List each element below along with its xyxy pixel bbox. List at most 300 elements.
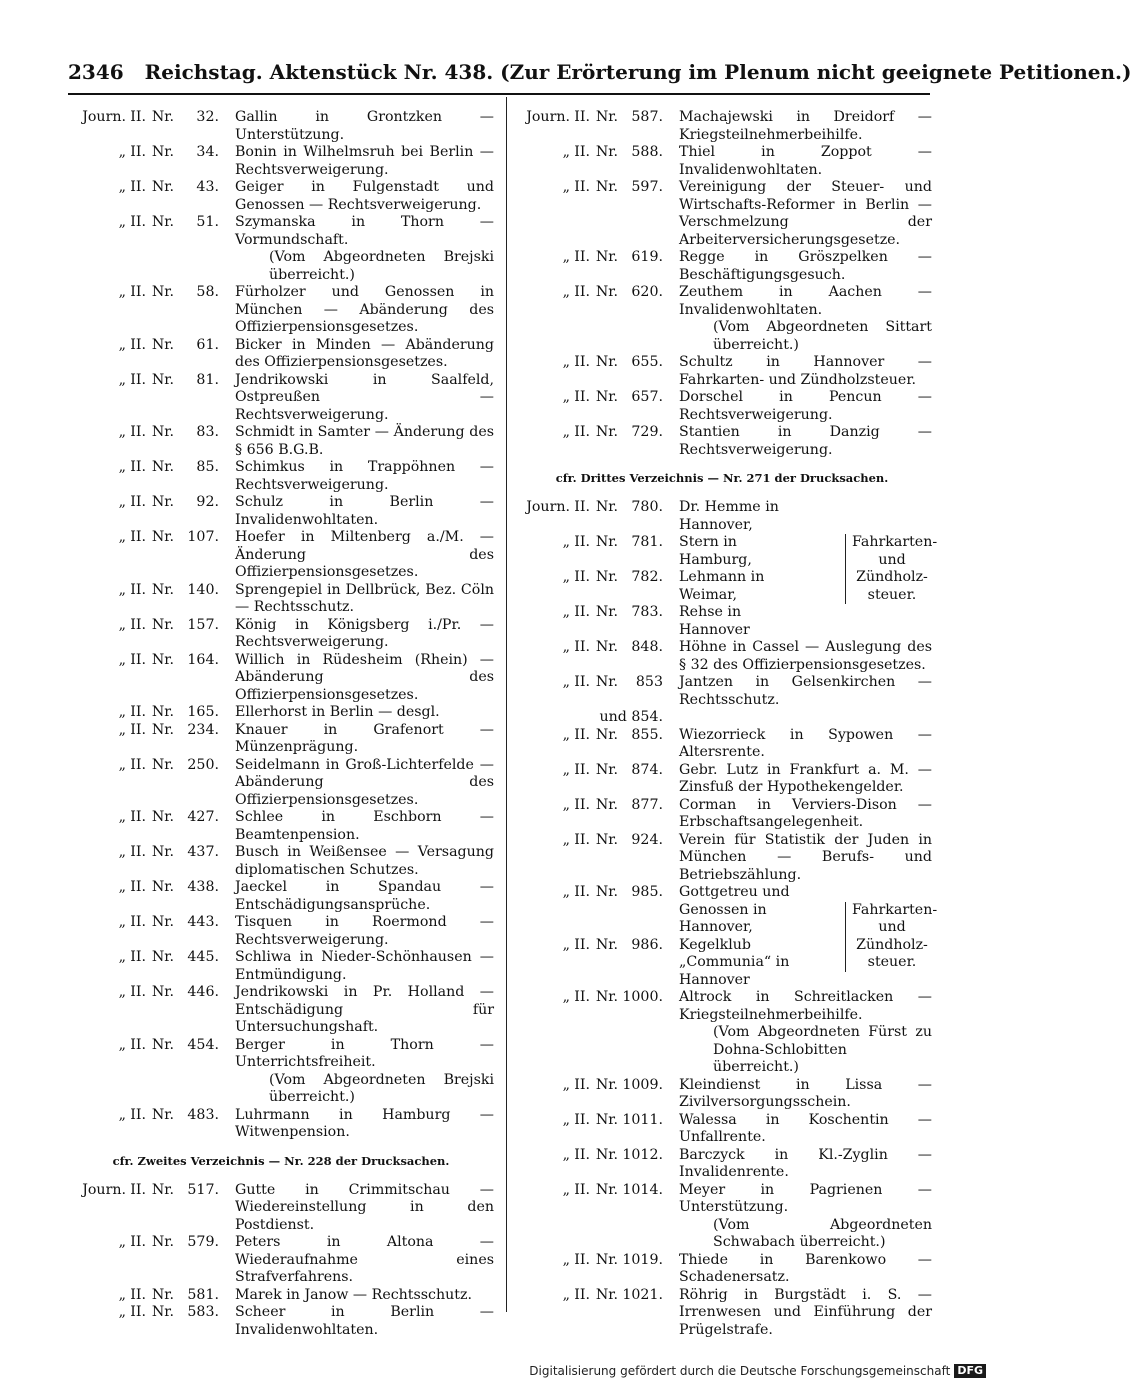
petition-number: 1014.	[622, 1181, 663, 1198]
petition-description	[235, 1234, 494, 1287]
petition-entry	[512, 1252, 932, 1287]
journal-mark: „	[562, 884, 570, 900]
petition-entry	[512, 674, 932, 709]
number-label: Nr.	[595, 1146, 618, 1163]
journal-mark: „	[562, 726, 570, 743]
petition-number: 234.	[187, 721, 219, 738]
journal-mark: „	[562, 144, 570, 160]
petitioner-and-subject: Bonin in Wilhelmsruh bei Berlin — Rechtsverweigerung.	[235, 144, 494, 178]
petition-reference	[68, 704, 219, 722]
journal-mark: Journ.	[526, 109, 570, 125]
petition-reference	[512, 1112, 663, 1130]
petitioner-and-subject: Dorschel in Pencun — Rechtsverweigerung.	[679, 389, 932, 423]
petition-description	[679, 989, 932, 1077]
journal-mark: „	[562, 831, 570, 848]
number-label: Nr.	[595, 674, 618, 690]
petition-number: 164.	[187, 651, 219, 668]
number-label: Nr.	[151, 179, 174, 195]
journal-mark: „	[118, 1234, 126, 1250]
journal-volume: II.	[574, 674, 590, 690]
petitioner-and-subject: Barczyck in Kl.-Zyglin — Invalidenrente.	[679, 1146, 932, 1180]
number-label: Nr.	[151, 844, 174, 860]
journal-volume: II.	[574, 179, 590, 195]
subject-line: Zündholz-	[856, 569, 928, 585]
journal-volume: II.	[574, 796, 590, 813]
petitioner-and-subject: Geiger in Fulgenstadt und Genossen — Rechtsverweigerung.	[235, 179, 494, 213]
petition-entry	[512, 284, 932, 354]
petition-description	[679, 762, 932, 797]
petition-description	[679, 1252, 932, 1287]
petition-number: 581.	[187, 1286, 219, 1303]
presenter-note: (Vom Abgeordneten Fürst zu Dohna-Schlobitten überreicht.)	[713, 1024, 932, 1075]
journal-mark: „	[562, 1076, 570, 1093]
petition-number: 438.	[187, 879, 219, 895]
journal-volume: II.	[130, 949, 146, 965]
petition-description	[679, 354, 932, 389]
petition-description	[235, 1182, 494, 1235]
petition-number: 620.	[631, 284, 663, 300]
number-label: Nr.	[595, 639, 618, 655]
petitioner-and-subject: Schulz in Berlin — Invalidenwohltaten.	[235, 494, 494, 528]
journal-mark: „	[562, 1251, 570, 1268]
petitioner-and-subject: Szymanska in Thorn — Vormundschaft.	[235, 214, 494, 248]
petition-description	[235, 617, 494, 652]
zweites-petition-list	[68, 1182, 494, 1340]
journal-mark: „	[118, 949, 126, 965]
left-column	[68, 109, 494, 1339]
petition-entry	[68, 704, 494, 722]
petition-description	[679, 1287, 932, 1340]
petition-number-extra: und 854.	[599, 709, 663, 725]
petition-entry	[68, 809, 494, 844]
petition-number-continuation	[512, 709, 932, 727]
journal-mark: „	[562, 639, 570, 655]
petition-description	[235, 722, 494, 757]
journal-volume: II.	[574, 144, 590, 160]
petition-entry	[512, 937, 841, 990]
number-label: Nr.	[595, 796, 618, 813]
petition-reference	[68, 617, 219, 635]
number-label: Nr.	[595, 389, 618, 405]
petition-number: 1019.	[622, 1251, 663, 1268]
journal-volume: II.	[574, 831, 590, 848]
petition-reference	[512, 179, 663, 197]
number-label: Nr.	[151, 529, 174, 545]
header-rule	[68, 93, 930, 95]
journal-volume: II.	[130, 721, 146, 738]
petition-number: 427.	[187, 809, 219, 825]
petitioner-and-subject: Berger in Thorn — Unterrichtsfreiheit.	[235, 1036, 494, 1070]
petition-reference	[512, 604, 663, 622]
journal-volume: II.	[574, 109, 590, 125]
journal-volume: II.	[130, 581, 146, 598]
petition-entry	[68, 529, 494, 582]
journal-mark: „	[562, 936, 570, 953]
journal-mark: „	[118, 336, 126, 353]
journal-volume: II.	[574, 499, 590, 515]
brace-group-1	[512, 499, 938, 639]
journal-mark: Journ.	[82, 109, 126, 125]
journal-mark: „	[562, 761, 570, 778]
petition-reference	[68, 879, 219, 897]
number-label: Nr.	[151, 336, 174, 353]
number-label: Nr.	[595, 569, 618, 585]
petitioner-and-subject: Schimkus in Trappöhnen — Rechtsverweigerung.	[235, 459, 494, 493]
petition-description	[679, 639, 932, 674]
journal-volume: II.	[574, 936, 590, 953]
subject-line: Zündholz-	[856, 936, 928, 953]
number-label: Nr.	[151, 1286, 174, 1303]
journal-mark: „	[118, 914, 126, 930]
petitioner-and-subject: Jendrikowski in Pr. Holland — Entschädigung für Untersuchungshaft.	[235, 984, 494, 1035]
brace-group-2-entries	[512, 884, 841, 989]
petition-entry	[68, 949, 494, 984]
journal-mark: „	[118, 1304, 126, 1320]
petition-reference	[512, 639, 663, 657]
petition-number: 517.	[187, 1181, 219, 1198]
petition-description	[235, 284, 494, 337]
presenter-note: (Vom Abgeordneten Sittart überreicht.)	[713, 319, 932, 353]
journal-mark: „	[562, 284, 570, 300]
journal-mark: Journ.	[82, 1181, 126, 1198]
journal-mark: „	[562, 389, 570, 405]
petition-number: 1000.	[622, 989, 663, 1005]
petition-reference	[512, 1252, 663, 1270]
petitioner-and-subject: Hoefer in Miltenberg a./M. — Änderung des Offizierpensionsgesetzes.	[235, 529, 494, 580]
petition-number: 855.	[631, 726, 663, 743]
petition-reference	[68, 1234, 219, 1252]
journal-volume: II.	[130, 1234, 146, 1250]
petition-entry	[68, 109, 494, 144]
journal-mark: „	[118, 214, 126, 230]
journal-volume: II.	[130, 529, 146, 545]
petitioner-and-subject: Verein für Statistik der Juden in München — Berufs- und Betriebszählung.	[679, 831, 932, 883]
petition-reference	[68, 984, 219, 1002]
brace-group-2	[512, 884, 938, 989]
petitioner-and-subject: Scheer in Berlin — Invalidenwohltaten.	[235, 1304, 494, 1338]
journal-mark: „	[118, 494, 126, 510]
petition-description	[235, 1107, 494, 1142]
journal-volume: II.	[574, 354, 590, 370]
number-label: Nr.	[595, 761, 618, 778]
number-label: Nr.	[151, 1036, 174, 1053]
journal-volume: II.	[130, 1286, 146, 1303]
journal-volume: II.	[130, 336, 146, 353]
journal-mark: „	[562, 1146, 570, 1163]
number-label: Nr.	[151, 809, 174, 825]
number-label: Nr.	[595, 179, 618, 195]
petition-reference	[512, 499, 663, 517]
petition-entry	[68, 722, 494, 757]
journal-volume: II.	[574, 534, 590, 550]
petition-entry	[68, 284, 494, 337]
right-petition-list	[512, 109, 932, 459]
petition-reference	[68, 844, 219, 862]
journal-volume: II.	[574, 249, 590, 265]
petition-reference	[512, 989, 663, 1007]
petitioner-and-subject: Schlee in Eschborn — Beamtenpension.	[235, 809, 494, 843]
petition-entry	[68, 984, 494, 1037]
petitioner-and-subject: Höhne in Cassel — Auslegung des § 32 des Offizierpensionsgesetzes.	[679, 639, 932, 673]
petition-entry	[68, 879, 494, 914]
brace-group-1-entries	[512, 499, 841, 639]
journal-volume: II.	[130, 109, 146, 125]
petition-number: 32.	[196, 109, 219, 125]
petition-entry	[512, 144, 932, 179]
petition-number: 83.	[196, 424, 219, 440]
petition-number: 782.	[631, 569, 663, 585]
journal-mark: „	[118, 844, 126, 860]
petition-entry	[512, 179, 932, 249]
petition-entry	[512, 1182, 932, 1252]
petition-entry	[68, 1107, 494, 1142]
journal-mark: „	[118, 704, 126, 720]
number-label: Nr.	[595, 284, 618, 300]
petitioner-and-subject: Fürholzer und Genossen in München — Abänderung des Offizierpensionsgesetzes.	[235, 284, 494, 335]
journal-mark: „	[118, 984, 126, 1000]
petition-number: 43.	[196, 179, 219, 195]
journal-volume: II.	[130, 1181, 146, 1198]
petition-description	[679, 389, 932, 424]
petition-description	[679, 499, 811, 534]
journal-mark: „	[562, 179, 570, 195]
petition-description	[679, 284, 932, 354]
petitioner-and-subject: Dr. Hemme in Hannover,	[679, 499, 779, 533]
petition-description	[235, 459, 494, 494]
petition-reference	[68, 914, 219, 932]
petition-reference	[68, 214, 219, 232]
journal-mark: „	[562, 1181, 570, 1198]
petition-number: 874.	[631, 761, 663, 778]
petition-entry	[512, 797, 932, 832]
petition-entry	[512, 727, 932, 762]
petition-description	[679, 569, 811, 604]
petition-reference	[512, 727, 663, 745]
page-number: 2346	[68, 60, 124, 84]
petition-number: 165.	[187, 704, 219, 720]
petition-description	[235, 809, 494, 844]
petitioner-and-subject: Gutte in Crimmitschau — Wiedereinstellung in den Postdienst.	[235, 1181, 494, 1233]
journal-volume: II.	[130, 879, 146, 895]
number-label: Nr.	[595, 144, 618, 160]
number-label: Nr.	[151, 949, 174, 965]
petition-entry	[512, 1147, 932, 1182]
petition-reference	[68, 337, 219, 355]
journal-mark: „	[562, 796, 570, 813]
petition-entry	[512, 1287, 932, 1340]
number-label: Nr.	[151, 704, 174, 720]
subject-line: Fahrkarten-	[852, 534, 938, 550]
journal-volume: II.	[130, 179, 146, 195]
petition-description	[679, 424, 932, 459]
journal-volume: II.	[130, 144, 146, 160]
petition-description	[235, 1304, 494, 1339]
section-title-zweites: cfr. Zweites Verzeichnis — Nr. 228 der Drucksachen.	[112, 1153, 450, 1168]
petition-entry	[68, 337, 494, 372]
petition-entry	[512, 389, 932, 424]
journal-mark: „	[118, 371, 126, 388]
petitioner-and-subject: Schultz in Hannover — Fahrkarten- und Zündholzsteuer.	[679, 354, 932, 388]
number-label: Nr.	[151, 914, 174, 930]
petition-description	[679, 1182, 932, 1252]
petition-description	[679, 179, 932, 249]
petition-reference	[512, 1077, 663, 1095]
journal-mark: „	[118, 1106, 126, 1123]
petition-entry	[68, 582, 494, 617]
journal-volume: II.	[130, 914, 146, 930]
petition-description	[235, 1037, 494, 1107]
journal-volume: II.	[574, 1111, 590, 1128]
journal-volume: II.	[130, 1106, 146, 1123]
petitioner-and-subject: Lehmann in Weimar,	[679, 569, 765, 603]
journal-mark: „	[562, 569, 570, 585]
petitioner-and-subject: Thiel in Zoppot — Invalidenwohltaten.	[679, 144, 932, 178]
number-label: Nr.	[595, 249, 618, 265]
journal-mark: „	[118, 809, 126, 825]
number-label: Nr.	[151, 214, 174, 230]
petition-reference	[512, 937, 663, 955]
number-label: Nr.	[151, 721, 174, 738]
journal-volume: II.	[130, 284, 146, 300]
number-label: Nr.	[595, 354, 618, 370]
petition-number: 58.	[196, 284, 219, 300]
journal-mark: „	[118, 529, 126, 545]
petitioner-and-subject: Marek in Janow — Rechtsschutz.	[235, 1286, 472, 1303]
journal-volume: II.	[130, 756, 146, 773]
journal-volume: II.	[130, 1036, 146, 1053]
journal-volume: II.	[574, 1076, 590, 1093]
subject-line: steuer.	[867, 954, 917, 970]
journal-volume: II.	[574, 761, 590, 778]
petitioner-and-subject: Seidelmann in Groß-Lichterfelde — Abänderung des Offizierpensionsgesetzes.	[235, 756, 494, 808]
petitioner-and-subject: Jantzen in Gelsenkirchen — Rechtsschutz.	[679, 674, 932, 708]
journal-mark: „	[118, 1036, 126, 1053]
number-label: Nr.	[151, 459, 174, 475]
journal-volume: II.	[130, 984, 146, 1000]
number-label: Nr.	[595, 604, 618, 620]
petitioner-and-subject: Zeuthem in Aachen — Invalidenwohltaten.	[679, 284, 932, 318]
petitioner-and-subject: Röhrig in Burgstädt i. S. — Irrenwesen und Einführung der Prügelstrafe.	[679, 1286, 932, 1338]
page-header	[68, 60, 1132, 90]
petition-description	[679, 1147, 932, 1182]
petition-description	[235, 879, 494, 914]
petitioner-and-subject: Altrock in Schreitlacken — Kriegsteilnehmerbeihilfe.	[679, 989, 932, 1023]
petitioner-and-subject: Stern in Hamburg,	[679, 534, 752, 568]
petition-entry	[68, 1304, 494, 1339]
number-label: Nr.	[151, 984, 174, 1000]
petition-number: 1011.	[622, 1111, 663, 1128]
number-label: Nr.	[595, 936, 618, 953]
subject-line: und	[878, 919, 906, 935]
petition-reference	[68, 459, 219, 477]
number-label: Nr.	[151, 1181, 174, 1198]
petition-number: 657.	[631, 389, 663, 405]
petitioner-and-subject: Luhrmann in Hamburg — Witwenpension.	[235, 1106, 494, 1140]
column-divider	[506, 97, 507, 1312]
number-label: Nr.	[595, 499, 618, 515]
presenter-note: (Vom Abgeordneten Brejski überreicht.)	[269, 1071, 494, 1105]
petition-number: 454.	[187, 1036, 219, 1053]
petitioner-and-subject: Machajewski in Dreidorf — Kriegsteilnehmerbeihilfe.	[679, 109, 932, 143]
petition-entry	[68, 1182, 494, 1235]
petitioner-and-subject: Regge in Gröszpelken — Beschäftigungsgesuch.	[679, 249, 932, 283]
journal-mark: „	[562, 1286, 570, 1303]
petition-entry	[512, 569, 841, 604]
journal-volume: II.	[130, 704, 146, 720]
petitioner-and-subject: König in Königsberg i./Pr. — Rechtsverweigerung.	[235, 616, 494, 650]
petition-description	[679, 1112, 932, 1147]
number-label: Nr.	[151, 109, 174, 125]
petition-number: 157.	[187, 616, 219, 633]
number-label: Nr.	[151, 144, 174, 160]
petitioner-and-subject: Schliwa in Nieder-Schönhausen — Entmündigung.	[235, 949, 494, 983]
journal-volume: II.	[130, 459, 146, 475]
petition-number: 446.	[187, 984, 219, 1000]
number-label: Nr.	[151, 616, 174, 633]
petitioner-and-subject: Busch in Weißensee — Versagung diplomatischen Schutzes.	[235, 844, 494, 878]
petitioner-and-subject: Ellerhorst in Berlin — desgl.	[235, 704, 440, 720]
petition-reference	[68, 179, 219, 197]
petition-reference	[512, 709, 663, 727]
footer-text: Digitalisierung gefördert durch die Deutsche Forschungsgemeinschaft	[529, 1364, 951, 1378]
petition-reference	[512, 832, 663, 850]
petition-number: 877.	[631, 796, 663, 813]
petitioner-and-subject: Kleindienst in Lissa — Zivilversorgungsschein.	[679, 1076, 932, 1110]
petition-entry	[68, 372, 494, 425]
petition-reference	[68, 424, 219, 442]
journal-volume: II.	[574, 726, 590, 743]
right-column	[512, 109, 938, 1339]
number-label: Nr.	[595, 1286, 618, 1303]
journal-volume: II.	[130, 809, 146, 825]
number-label: Nr.	[595, 1251, 618, 1268]
number-label: Nr.	[151, 756, 174, 773]
petition-description	[679, 144, 932, 179]
petition-entry	[68, 459, 494, 494]
number-label: Nr.	[595, 1076, 618, 1093]
journal-volume: II.	[130, 424, 146, 440]
petition-description	[235, 214, 494, 284]
journal-volume: II.	[130, 214, 146, 230]
petition-entry	[68, 1287, 494, 1305]
petition-entry	[68, 144, 494, 179]
subject-line: und	[878, 551, 906, 568]
petition-reference	[68, 1037, 219, 1055]
journal-mark: „	[118, 616, 126, 633]
journal-volume: II.	[574, 424, 590, 440]
spacer	[512, 709, 570, 727]
petition-entry	[68, 424, 494, 459]
petition-entry	[512, 424, 932, 459]
petition-entry	[512, 604, 841, 639]
petitioner-and-subject: Wiezorrieck in Sypowen — Altersrente.	[679, 726, 932, 760]
petition-number: 587.	[631, 109, 663, 125]
journal-mark: „	[118, 879, 126, 895]
journal-mark: Journ.	[526, 499, 570, 515]
petition-reference	[512, 354, 663, 372]
petition-description	[235, 757, 494, 810]
number-label: Nr.	[151, 651, 174, 668]
petition-number: 655.	[631, 354, 663, 370]
number-label: Nr.	[595, 1111, 618, 1128]
petitioner-and-subject: Knauer in Grafenort — Münzenprägung.	[235, 721, 494, 755]
number-label: Nr.	[595, 534, 618, 550]
number-label: Nr.	[595, 884, 618, 900]
petitioner-and-subject: Corman in Verviers-Dison — Erbschaftsangelegenheit.	[679, 796, 932, 830]
number-label: Nr.	[151, 1304, 174, 1320]
brace-group-1-subject	[845, 534, 938, 604]
petition-entry	[68, 494, 494, 529]
